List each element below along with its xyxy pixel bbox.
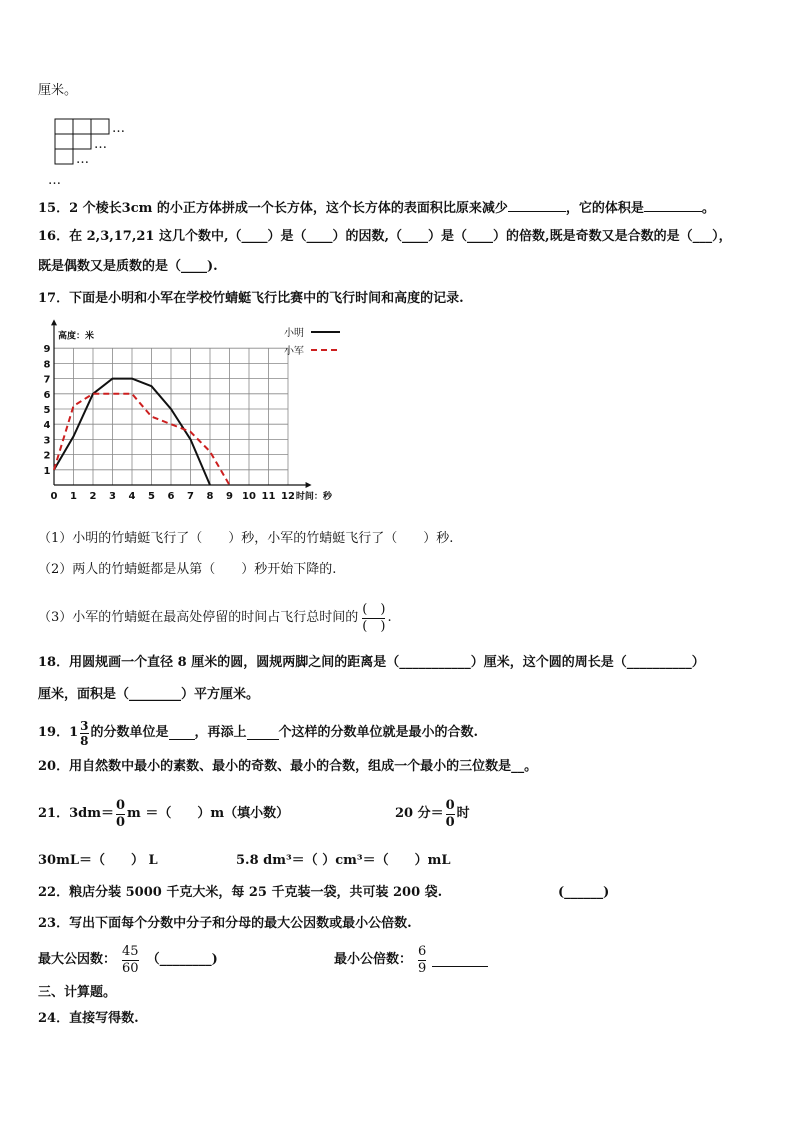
q17-frac-num[interactable]: ( ) <box>362 601 386 617</box>
q23-gcd-den: 60 <box>122 960 139 976</box>
q19-blank-2[interactable] <box>247 726 279 740</box>
legend-label-1: 小明 <box>284 328 304 339</box>
q21-frac-a-den[interactable]: 0 <box>115 814 126 830</box>
q19-blank-1[interactable] <box>169 726 195 740</box>
y-tick-label: 8 <box>43 359 51 371</box>
q21-fraction-b <box>446 799 455 830</box>
q17-sub3 <box>38 598 392 638</box>
q21-fraction-a <box>116 799 125 830</box>
y-tick-label: 6 <box>43 389 51 401</box>
question-21-a <box>38 793 289 835</box>
y-tick-label: 1 <box>43 465 51 477</box>
q19-num: 3 <box>80 718 89 733</box>
q17-sub2: （2）两人的竹蜻蜓都是从第（ ）秒开始下降的. <box>38 562 337 577</box>
x-tick-label: 10 <box>242 491 256 502</box>
x-tick-label: 6 <box>167 491 175 502</box>
q21-frac-b-den[interactable]: 0 <box>445 814 455 830</box>
y-axis-arrow <box>51 319 57 325</box>
q21-frac-a-num[interactable]: 0 <box>115 797 126 813</box>
y-tick-label: 4 <box>43 420 51 432</box>
dots-row2: … <box>94 137 107 152</box>
x-tick-label: 5 <box>148 491 155 502</box>
question-19 <box>38 718 478 748</box>
q15-mid: ，它的体积是 <box>565 201 644 216</box>
x-axis-arrow <box>306 482 312 488</box>
x-tick-label: 12 <box>281 491 295 502</box>
q15-blank-2[interactable] <box>644 198 702 212</box>
q19-t1: 的分数单位是 <box>90 725 169 740</box>
dots-row1: … <box>112 121 125 136</box>
q23-gcd <box>38 942 218 978</box>
flight-chart <box>30 318 360 518</box>
q23-lcm <box>334 942 488 978</box>
q22-answer[interactable]: (______) <box>558 885 610 900</box>
q17-fraction <box>362 603 385 634</box>
x-axis-label: 时间：秒 <box>295 492 332 502</box>
q19-prefix: 19． <box>38 725 70 740</box>
q17-sub1: （1）小明的竹蜻蜓飞行了（ ）秒，小军的竹蜻蜓飞行了（ ）秒. <box>38 531 454 546</box>
y-axis-label: 高度：米 <box>58 331 95 342</box>
dots-row4: … <box>48 173 61 188</box>
y-tick-label: 7 <box>43 374 51 386</box>
q17-frac-den[interactable]: ( ) <box>362 618 386 634</box>
y-tick-label: 9 <box>43 344 51 356</box>
question-15 <box>38 198 715 218</box>
question-21-b <box>395 793 470 835</box>
question-16-line2: 既是偶数又是质数的是（____). <box>38 259 218 274</box>
question-18-line2: 厘米，面积是（________）平方厘米。 <box>38 687 260 702</box>
question-17-title: 17．下面是小明和小军在学校竹蜻蜓飞行比赛中的飞行时间和高度的记录. <box>38 291 464 306</box>
question-24: 24．直接写得数. <box>38 1011 139 1026</box>
question-18-line1: 18．用圆规画一个直径 8 厘米的圆，圆规两脚之间的距离是（___________）厘米，这个圆的周长是（__________） <box>38 655 705 670</box>
q17-sub3-text: （3）小军的竹蜻蜓在最高处停留的时间占飞行总时间的 <box>38 610 359 625</box>
q23-lcm-fraction <box>418 945 426 976</box>
x-tick-label: 2 <box>89 491 97 502</box>
question-20: 20．用自然数中最小的素数、最小的奇数、最小的合数，组成一个最小的三位数是__。 <box>38 759 538 774</box>
x-tick-label: 3 <box>109 491 116 502</box>
legend-label-2: 小军 <box>284 346 304 357</box>
question-16-line1: 16．在 2,3,17,21 这几个数中,（____）是（____）的因数,（____）是（____）的倍数,既是奇数又是合数的是（___）， <box>38 229 732 244</box>
top-unit-text: 厘米。 <box>38 83 78 98</box>
q21-b1: 20 分＝ <box>395 806 444 821</box>
q21-a1: 21．3dm＝ <box>38 806 114 821</box>
q15-text: 15．2 个棱长3cm 的小正方体拼成一个长方体，这个长方体的表面积比原来减少 <box>38 201 508 216</box>
dots-row3: … <box>76 152 89 167</box>
q21-b2: 时 <box>456 806 470 821</box>
q23-gcd-fraction <box>122 945 139 976</box>
q23-gcd-num: 45 <box>122 943 139 959</box>
q23-gcd-blank[interactable]: （________) <box>146 952 218 967</box>
q17-sub3-end: . <box>387 610 392 625</box>
x-tick-label: 4 <box>128 491 136 502</box>
q19-mixed-number <box>69 720 90 747</box>
x-tick-label: 1 <box>70 491 77 502</box>
q15-blank-1[interactable] <box>508 198 566 212</box>
y-tick-label: 3 <box>43 435 51 447</box>
q21-a2: m ＝（ ）m（填小数） <box>127 806 290 821</box>
x-tick-label: 9 <box>226 491 233 502</box>
q19-t3: 个这样的分数单位就是最小的合数. <box>278 725 479 740</box>
q19-whole: 1 <box>69 725 79 740</box>
question-21-d: 5.8 dm³＝（ ）cm³＝（ ）mL <box>236 853 451 868</box>
q23-lcm-blank[interactable] <box>432 953 488 967</box>
y-tick-label: 2 <box>43 450 51 462</box>
question-21-c: 30mL＝（ ） L <box>38 853 158 868</box>
question-23-title: 23．写出下面每个分数中分子和分母的最大公因数或最小公倍数. <box>38 916 412 931</box>
q23-lcm-label: 最小公倍数： <box>334 952 413 967</box>
q23-lcm-num: 6 <box>418 943 427 959</box>
x-tick-label: 11 <box>261 491 276 502</box>
section-3-heading: 三、计算题。 <box>38 985 117 1000</box>
x-tick-label: 0 <box>50 491 58 502</box>
q15-end: 。 <box>701 201 715 216</box>
x-tick-label: 7 <box>187 491 194 502</box>
q19-t2: ，再添上 <box>194 725 247 740</box>
q23-lcm-den: 9 <box>418 960 427 976</box>
x-tick-label: 8 <box>206 491 214 502</box>
q19-fraction <box>80 720 88 747</box>
y-tick-label: 5 <box>43 405 51 416</box>
q19-den: 8 <box>80 733 89 748</box>
q23-gcd-label: 最大公因数： <box>38 952 117 967</box>
question-22: 22．粮店分装 5000 千克大米，每 25 千克装一袋，共可装 200 袋. <box>38 885 443 900</box>
q21-frac-b-num[interactable]: 0 <box>445 797 455 813</box>
